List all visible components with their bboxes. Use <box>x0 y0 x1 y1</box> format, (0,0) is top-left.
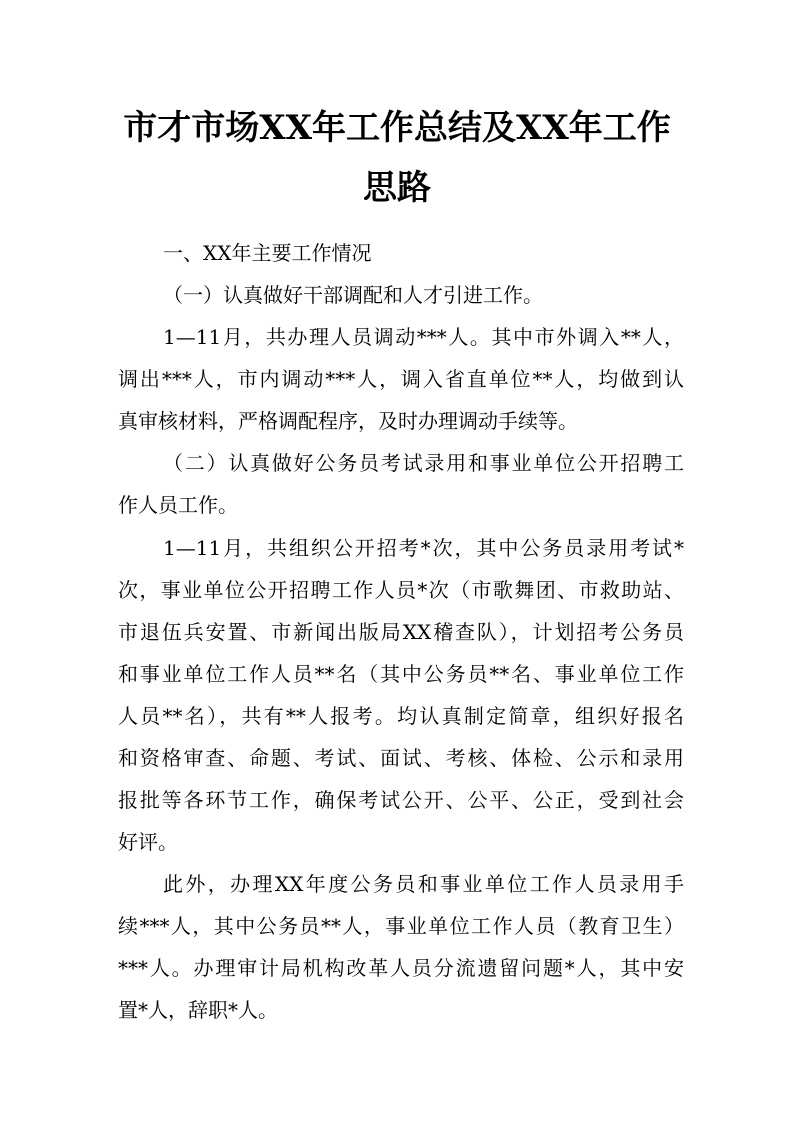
subsection-heading-2-cont: 作人员工作。 <box>118 493 238 517</box>
section-heading-1: 一、XX年主要工作情况 <box>163 241 372 265</box>
paragraph-line: 和资格审查、命题、考试、面试、考核、体检、公示和录用 <box>118 746 684 770</box>
paragraph-line: ***人。办理审计局机构改革人员分流遗留问题*人，其中安 <box>118 956 684 980</box>
subsection-heading-2: （二）认真做好公务员考试录用和事业单位公开招聘工 <box>163 451 684 475</box>
paragraph-line: 真审核材料，严格调配程序，及时办理调动手续等。 <box>118 409 578 433</box>
paragraph-line: 1—11月，共办理人员调动***人。其中市外调入**人， <box>163 325 684 349</box>
paragraph-line: 续***人，其中公务员**人，事业单位工作人员（教育卫生） <box>118 914 684 938</box>
paragraph-line: 调出***人，市内调动***人，调入省直单位**人，均做到认 <box>118 367 684 391</box>
paragraph-line: 此外，办理XX年度公务员和事业单位工作人员录用手 <box>163 872 684 896</box>
paragraph-line: 置*人，辞职*人。 <box>118 998 278 1022</box>
subsection-heading-1: （一）认真做好干部调配和人才引进工作。 <box>163 283 543 307</box>
paragraph-line: 好评。 <box>118 830 178 854</box>
document-title-line-1: 市才市场XX年工作总结及XX年工作 <box>123 108 671 148</box>
paragraph-line: 和事业单位工作人员**名（其中公务员**名、事业单位工作 <box>118 662 684 686</box>
paragraph-line: 次，事业单位公开招聘工作人员*次（市歌舞团、市救助站、 <box>118 578 684 602</box>
document-title-line-2: 思路 <box>363 168 431 208</box>
paragraph-line: 1—11月，共组织公开招考*次，其中公务员录用考试* <box>163 536 684 560</box>
paragraph-line: 报批等各环节工作，确保考试公开、公平、公正，受到社会 <box>118 788 684 812</box>
paragraph-line: 人员**名），共有**人报考。均认真制定简章，组织好报名 <box>118 704 684 728</box>
paragraph-line: 市退伍兵安置、市新闻出版局XX稽查队），计划招考公务员 <box>118 620 684 644</box>
